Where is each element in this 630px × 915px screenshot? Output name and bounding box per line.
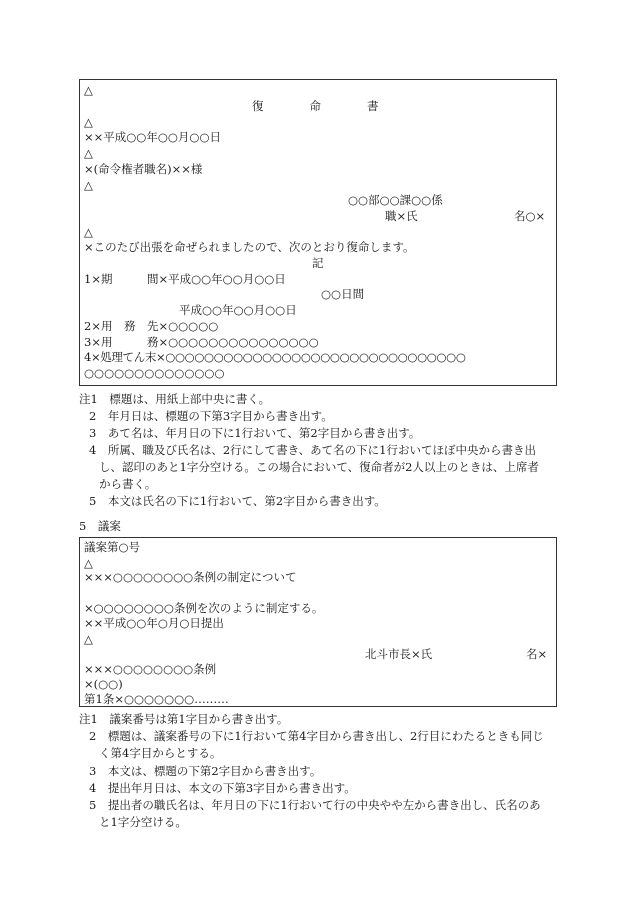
note: 4 提出年月日は、本文の下第3字目から書き出す。 [89,781,356,795]
item-period-days: ○○日間 [321,287,365,301]
item-task: 3×用 務×○○○○○○○○○○○○○○○ [84,335,319,349]
note-cont: から書く。 [99,477,157,491]
item-result: 4×処理てん末×○○○○○○○○○○○○○○○○○○○○○○○○○○○○○○○ [84,350,466,364]
reporter-name-left: 職×氏 [385,209,418,223]
addressee: ×(命令権者職名)××様 [84,162,203,176]
section-heading: 5 議案 [79,519,121,533]
item-result-cont: ○○○○○○○○○○○○○○ [84,366,225,380]
item-destination: 2×用 務 先×○○○○○ [84,319,219,333]
ordinance-paren: ×(○○) [84,677,123,691]
triangle-mark: △ [84,178,93,192]
ordinance-article: 第1条×○○○○○○○……… [84,692,229,706]
note-cont: し、認印のあと1字分空ける。この場合において、復命者が2人以上のときは、上席者 [99,460,539,474]
item-period-end: 平成○○年○○月○○日 [179,303,297,317]
note-cont: と1字分空ける。 [99,815,187,829]
note: 2 年月日は、標題の下第3字目から書き出す。 [89,409,333,423]
bill-title: ×××○○○○○○○○条例の制定について [84,570,297,584]
report-title: 復 命 書 [252,99,379,113]
triangle-mark: △ [84,83,93,97]
triangle-mark: △ [84,632,93,646]
department: ○○部○○課○○係 [348,193,443,207]
triangle-mark: △ [84,225,93,239]
bill-date: ××平成○○年○月○日提出 [84,616,224,630]
note: 5 提出者の職氏名は、年月日の下に1行おいて行の中央やや左から書き出し、氏名のあ [89,798,541,812]
report-date: ××平成○○年○○月○○日 [84,130,221,144]
ordinance-name: ×××○○○○○○○○条例 [84,662,217,676]
note: 注1 標題は、用紙上部中央に書く。 [79,392,271,406]
item-period: 1×期 間×平成○○年○○月○○日 [84,272,286,286]
bill-number: 議案第○号 [84,540,141,554]
triangle-mark: △ [84,146,93,160]
note: 注1 議案番号は第1字目から書き出す。 [79,712,289,726]
submitter-left: 北斗市長×氏 [365,647,433,661]
report-body: ×このたび出張を命ぜられましたので、次のとおり復命します。 [84,240,415,254]
note: 2 標題は、議案番号の下に1行おいて第4字目から書き出し、2行目にわたるときも同じ [89,729,544,743]
bill-body: ×○○○○○○○○条例を次のように制定する。 [84,601,324,615]
note: 4 所属、職及び氏名は、2行にして書き、あて名の下に1行おいてほぼ中央から書き出 [89,443,536,457]
triangle-mark: △ [84,556,93,570]
submitter-right: 名× [526,647,548,661]
note: 3 本文は、標題の下第2字目から書き出す。 [89,764,322,778]
note-cont: く第4字目からとする。 [99,746,222,760]
triangle-mark: △ [84,115,93,129]
ki-label: 記 [312,256,324,270]
note: 5 本文は氏名の下に1行おいて、第2字目から書き出す。 [89,494,386,508]
reporter-name-right: 名○× [514,209,546,223]
note: 3 あて名は、年月日の下に1行おいて、第2字目から書き出す。 [89,426,421,440]
